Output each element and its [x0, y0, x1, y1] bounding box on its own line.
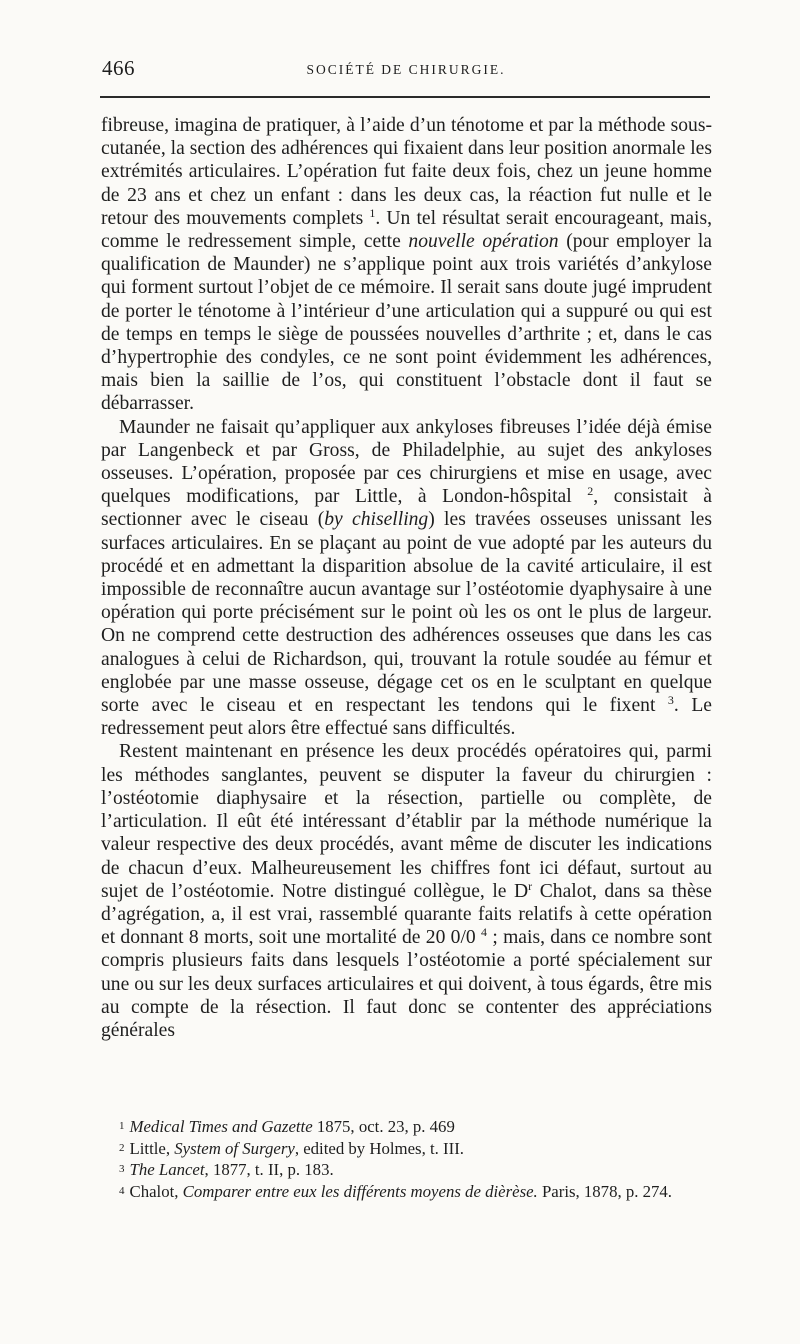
text-run: Restent maintenant en présence les deux procédés opératoires qui, parmi les méthodes sanglantes, peuvent se disputer la faveur du chirurgien : l’ostéotomie diaphysaire et la résection, partielle ou complète, de l’articulation. Il eût été intéressant d’établir par la méthode numérique la valeur respective des deux procédés, avant même de discuter les indications de chacun d’eux. Malheureusement les chiffres font ici défaut, surtout au sujet de l’ostéotomie. Notre distingué collègue, le D	[101, 741, 712, 902]
header-rule	[100, 96, 710, 98]
page-header	[100, 56, 712, 86]
footnote-reference: 2	[587, 484, 594, 499]
text-run: (pour employer la qualification de Maunder) ne s’applique point aux trois variétés d’ankylose qui forment surtout l’objet de ce mémoire. Il serait sans doute jugé imprudent de porter le ténotome à l’intérieur d’une articulation qui a suppuré ou qui est de temps en temps le siège de poussées nouvelles d’arthrite ; et, dans le cas d’hypertrophie des condyles, ce ne sont point évidemment les adhérences, mais bien la saillie de l’os, qui constituent l’obstacle dont il faut se débarrasser.	[101, 231, 712, 415]
text-run: , 1877, t. II, p. 183.	[204, 1160, 334, 1180]
text-run: Paris, 1878, p. 274.	[537, 1181, 672, 1201]
body-text	[101, 114, 712, 1042]
running-title: SOCIÉTÉ DE CHIRURGIE.	[306, 62, 506, 77]
text-run: fibreuse, imagina de pratiquer, à l’aide d’un ténotome et par la méthode sous-cutanée, la section des adhérences qui fixaient dans leur position anormale les extrémités articulaires. L’opération fut faite deux fois, chez un jeune homme de 23 ans et chez un enfant : dans les deux cas, la réaction fut nulle et le retour des mouvements complets	[101, 115, 712, 229]
italic-text: nouvelle opération	[408, 231, 559, 253]
text-run: Maunder ne faisait qu’appliquer aux ankyloses fibreuses l’idée déjà émise par Langenbeck et par Gross, de Philadelphie, au sujet des ankyloses osseuses. L’opération, proposée par ces chirurgiens et mise en usage, avec quelques modifications, par Little, à London-hôspital	[101, 416, 712, 508]
paragraph	[101, 114, 712, 416]
paragraph	[101, 416, 712, 741]
italic-text: Comparer entre eux les différents moyens de dièrèse.	[182, 1181, 538, 1201]
paragraph	[101, 740, 712, 1042]
text-run: , edited by Holmes, t. III.	[294, 1138, 464, 1158]
text-run: . Un tel résultat serait encourageant, mais, comme le redressement simple, cette	[101, 207, 712, 253]
text-run: Chalot,	[129, 1181, 183, 1201]
text-run: ; mais, dans ce nombre sont compris plusieurs faits dans lesquels l’ostéotomie a porté spécialement sur une ou sur les deux surfaces articulaires et qui doivent, à tous égards, être mis au compte de la résection. Il faut donc se contenter des appréciations générales	[101, 927, 712, 1041]
footnote-reference: 1	[369, 205, 376, 220]
footnote-number: 1	[119, 1120, 125, 1132]
footnote	[101, 1138, 712, 1160]
footnote-number: 2	[119, 1141, 125, 1154]
footnote	[101, 1181, 712, 1203]
text-run: , consistait à sectionner avec le ciseau (	[101, 486, 713, 531]
footnote	[101, 1159, 712, 1181]
text-run: . Le redressement peut alors être effectué sans difficultés.	[101, 695, 712, 740]
text-run: ) les travées osseuses unissant les surfaces articulaires. En se plaçant au point de vue adopté par les auteurs du procédé et en admettant la disparition absolue de la cavité articulaire, il est impossible de reconnaître aucun avantage sur l’ostéotomie dyaphysaire à une opération qui porte précisément sur le point où les os ont le plus de largeur. On ne comprend cette destruction des adhérences osseuses que dans les cas analogues à celui de Richardson, qui, trouvant la rotule soudée au fémur et englobée par une masse osseuse, dégage cet os en le sculptant en quelque sorte avec le ciseau et en respectant les tendons qui le fixent	[101, 509, 712, 717]
footnote	[101, 1116, 712, 1138]
footnote-reference: r	[528, 878, 533, 893]
italic-text: Medical Times and Gazette	[129, 1117, 313, 1136]
footnote-reference: 3	[667, 693, 674, 708]
footnote-reference: 4	[481, 925, 488, 940]
italic-text: by chiselling	[324, 509, 429, 531]
text-run: 1875, oct. 23, p. 469	[312, 1117, 455, 1136]
footnote-number: 4	[119, 1184, 125, 1197]
italic-text: The Lancet	[129, 1160, 205, 1180]
footnotes	[101, 1116, 712, 1202]
italic-text: System of Surgery	[174, 1138, 295, 1158]
text-run: Chalot, dans sa thèse d’agrégation, a, il est vrai, rassemblé quarante faits relatifs à cette opération et donnant 8 morts, soit une mortalité de 20 0/0	[101, 880, 712, 949]
text-run: Little,	[129, 1138, 175, 1158]
footnote-number: 3	[119, 1163, 125, 1176]
page-number: 466	[102, 56, 135, 80]
